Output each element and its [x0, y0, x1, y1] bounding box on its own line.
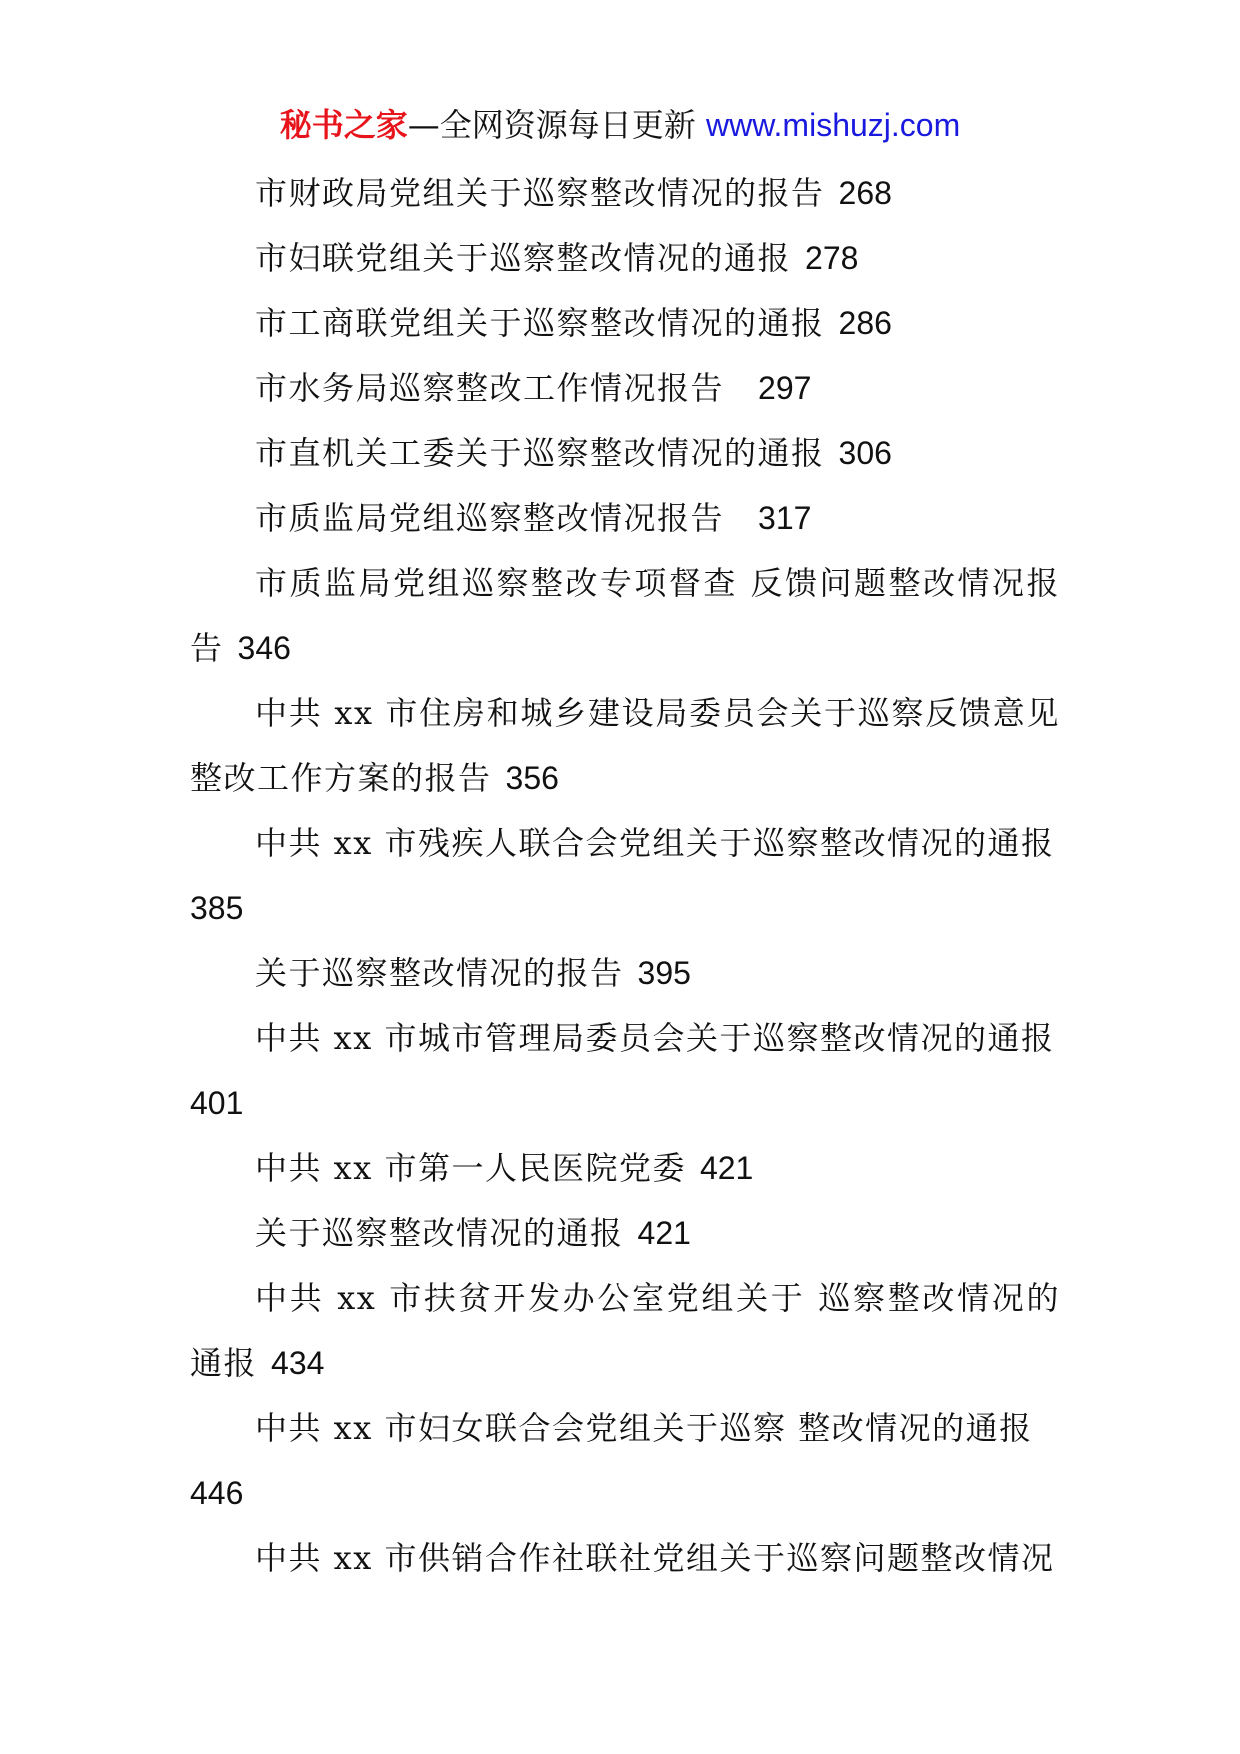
toc-entry-title: 市财政局党组关于巡察整改情况的报告 — [255, 174, 825, 212]
toc-entry[interactable] — [190, 356, 1060, 421]
toc-entry[interactable] — [190, 1136, 1060, 1201]
toc-entry-page: 286 — [838, 305, 892, 341]
toc-entry-page: 434 — [271, 1345, 325, 1381]
toc-entry-title: 市直机关工委关于巡察整改情况的通报 — [255, 434, 825, 472]
toc-entry-title: 关于巡察整改情况的通报 — [255, 1214, 624, 1252]
toc-entry-title: 市水务局巡察整改工作情况报告 — [255, 369, 725, 407]
toc-entry[interactable] — [190, 421, 1060, 486]
toc-entry[interactable] — [190, 486, 1060, 551]
toc-entry-page: 317 — [758, 500, 812, 536]
toc-entry-title: 市质监局党组巡察整改专项督查 反馈问题整改情况报告 — [190, 564, 1060, 667]
toc-entry-page: 401 — [190, 1085, 244, 1121]
toc-entry[interactable] — [190, 681, 1060, 811]
toc-entry[interactable] — [190, 551, 1060, 681]
toc-entry-page: 268 — [838, 175, 892, 211]
toc-entry-title: 市质监局党组巡察整改情况报告 — [255, 499, 725, 537]
toc-entry-title: 中共 xx 市扶贫开发办公室党组关于 巡察整改情况的通报 — [190, 1279, 1060, 1382]
toc-entry[interactable] — [190, 1201, 1060, 1266]
toc-entry-page: 385 — [190, 890, 244, 926]
brand-name: 秘书之家 — [279, 106, 408, 144]
toc-entry-page: 421 — [699, 1150, 754, 1186]
toc-entry[interactable] — [190, 161, 1060, 226]
toc-entry-title: 市妇联党组关于巡察整改情况的通报 — [255, 239, 792, 277]
toc-entry-page: 278 — [805, 240, 859, 276]
toc-entry[interactable] — [190, 1266, 1060, 1396]
toc-entry-title: 关于巡察整改情况的报告 — [255, 954, 624, 992]
toc-entry-title: 中共 xx 市残疾人联合会党组关于巡察整改情况的通报 — [255, 824, 1055, 862]
toc-entry-page: 297 — [758, 370, 812, 406]
toc-entry-title: 中共 xx 市住房和城乡建设局委员会关于巡察反馈意见整改工作方案的报告 — [190, 694, 1060, 797]
toc-entry[interactable] — [190, 226, 1060, 291]
toc-entry-title: 中共 xx 市第一人民医院党委 — [255, 1149, 686, 1187]
toc-entry-page: 306 — [838, 435, 892, 471]
site-header — [0, 100, 1240, 150]
toc-entry-page: 356 — [505, 760, 559, 796]
toc-entry-title: 市工商联党组关于巡察整改情况的通报 — [255, 304, 825, 342]
toc-entry[interactable] — [190, 941, 1060, 1006]
toc-entry-page: 346 — [237, 630, 291, 666]
toc-entry[interactable] — [190, 1526, 1060, 1591]
table-of-contents — [190, 161, 1060, 1591]
site-url-link[interactable]: www.mishuzj.com — [705, 107, 961, 143]
toc-entry-title: 中共 xx 市妇女联合会党组关于巡察 整改情况的通报 — [255, 1409, 1033, 1447]
toc-entry-title: 中共 xx 市城市管理局委员会关于巡察整改情况的通报 — [255, 1019, 1055, 1057]
toc-entry-page: 395 — [637, 955, 691, 991]
header-tagline: —全网资源每日更新 — [407, 106, 696, 144]
toc-entry[interactable] — [190, 811, 1060, 941]
toc-entry[interactable] — [190, 1396, 1060, 1526]
toc-entry-page: 446 — [190, 1475, 244, 1511]
toc-entry-title: 中共 xx 市供销合作社联社党组关于巡察问题整改情况 — [255, 1539, 1055, 1577]
toc-entry[interactable] — [190, 1006, 1060, 1136]
toc-entry-page: 421 — [637, 1215, 691, 1251]
toc-entry[interactable] — [190, 291, 1060, 356]
